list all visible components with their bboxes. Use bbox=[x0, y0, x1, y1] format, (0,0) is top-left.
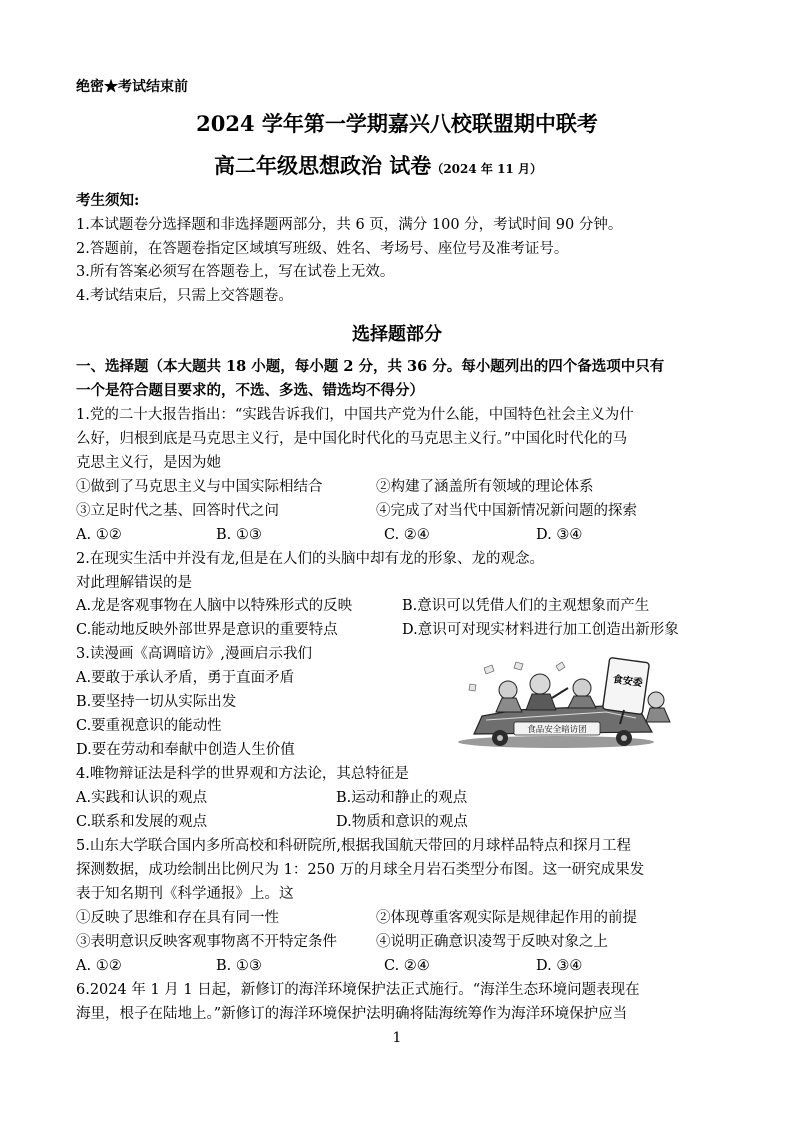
q2-option-d: D.意识可对现实材料进行加工创造出新形象 bbox=[402, 622, 679, 638]
q5-option-a: A. ①② bbox=[76, 958, 122, 974]
notice-item: 4.考试结束后，只需上交答题卷。 bbox=[76, 288, 293, 304]
q1-statement-1: ①做到了马克思主义与中国实际相结合 bbox=[76, 479, 323, 495]
q1-option-c: C. ②④ bbox=[384, 527, 430, 543]
question-1-stem: 克思主义行，是因为她 bbox=[76, 455, 221, 471]
notice-item: 3.所有答案必须写在答题卷上，写在试卷上无效。 bbox=[76, 264, 395, 280]
q5-option-c: C. ②④ bbox=[384, 958, 430, 974]
question-6-stem: 海里，根子在陆地上。”新修订的海洋环境保护法明确将陆海统筹作为海洋环境保护应当 bbox=[76, 1006, 628, 1022]
page-number: 1 bbox=[392, 1030, 402, 1046]
cartoon-banner-text: 食品安全暗访团 bbox=[527, 725, 587, 735]
q4-option-d: D.物质和意识的观点 bbox=[336, 814, 468, 830]
question-2-stem: 2.在现实生活中并没有龙,但是在人们的头脑中却有龙的形象、龙的观念。 bbox=[76, 551, 544, 567]
exam-subtitle bbox=[214, 150, 542, 180]
q4-option-a: A.实践和认识的观点 bbox=[76, 790, 208, 806]
q1-option-b: B. ①③ bbox=[216, 527, 262, 543]
q5-statement-1: ①反映了思维和存在具有同一性 bbox=[76, 910, 279, 926]
question-1-stem: 1.党的二十大报告指出：“实践告诉我们，中国共产党为什么能，中国特色社会主义为什 bbox=[76, 407, 634, 423]
q2-option-a: A.龙是客观事物在人脑中以特殊形式的反映 bbox=[76, 598, 353, 614]
question-4-stem: 4.唯物辩证法是科学的世界观和方法论，其总特征是 bbox=[76, 766, 409, 782]
q5-option-b: B. ①③ bbox=[216, 958, 262, 974]
q4-option-c: C.联系和发展的观点 bbox=[76, 814, 208, 830]
q5-statement-4: ④说明正确意识凌驾于反映对象之上 bbox=[376, 934, 608, 950]
cartoon-sign-text: 食安委 bbox=[611, 674, 644, 690]
notice-item: 2.答题前，在答题卷指定区域填写班级、姓名、考场号、座位号及准考证号。 bbox=[76, 241, 569, 257]
cartoon-image bbox=[456, 654, 682, 750]
question-3-stem: 3.读漫画《高调暗访》,漫画启示我们 bbox=[76, 646, 312, 662]
q2-option-c: C.能动地反映外部世界是意识的重要特点 bbox=[76, 622, 338, 638]
secret-label: 绝密★考试结束前 bbox=[76, 79, 188, 95]
q3-option-a: A.要敢于承认矛盾，勇于直面矛盾 bbox=[76, 670, 295, 686]
q3-option-d: D.要在劳动和奉献中创造人生价值 bbox=[76, 742, 295, 758]
q3-option-b: B.要坚持一切从实际出发 bbox=[76, 694, 237, 710]
q5-option-d: D. ③④ bbox=[536, 958, 583, 974]
notice-item: 1.本试题卷分选择题和非选择题两部分，共 6 页，满分 100 分，考试时间 90 分钟。 bbox=[76, 217, 623, 233]
question-2-stem: 对此理解错误的是 bbox=[76, 575, 192, 591]
q1-option-a: A. ①② bbox=[76, 527, 122, 543]
notice-heading: 考生须知: bbox=[76, 192, 140, 209]
q5-statement-3: ③表明意识反映客观事物离不开特定条件 bbox=[76, 934, 337, 950]
question-5-stem: 表于知名期刊《科学通报》上。这 bbox=[76, 886, 294, 902]
q1-option-d: D. ③④ bbox=[536, 527, 583, 543]
exam-date: （2024 年 11 月） bbox=[431, 162, 542, 176]
q2-option-b: B.意识可以凭借人们的主观想象而产生 bbox=[402, 598, 650, 614]
question-1-stem: 么好，归根到底是马克思主义行，是中国化时代化的马克思主义行。”中国化时代化的马 bbox=[76, 431, 628, 447]
q3-option-c: C.要重视意识的能动性 bbox=[76, 718, 222, 734]
q5-statement-2: ②体现尊重客观实际是规律起作用的前提 bbox=[376, 910, 637, 926]
subject-title: 高二年级思想政治 试卷 bbox=[214, 153, 432, 178]
section-title: 选择题部分 bbox=[352, 324, 442, 345]
q4-option-b: B.运动和静止的观点 bbox=[336, 790, 468, 806]
section-instruction: 一个是符合题目要求的，不选、多选、错选均不得分） bbox=[76, 382, 424, 399]
q1-statement-4: ④完成了对当代中国新情况新问题的探索 bbox=[376, 503, 637, 519]
question-5-stem: 探测数据，成功绘制出比例尺为 1：250 万的月球全月岩石类型分布图。这一研究成果发 bbox=[76, 862, 645, 878]
section-instruction: 一、选择题（本大题共 18 小题，每小题 2 分，共 36 分。每小题列出的四个备选项中只有 bbox=[76, 358, 665, 375]
q1-statement-2: ②构建了涵盖所有领域的理论体系 bbox=[376, 479, 594, 495]
q1-statement-3: ③立足时代之基、回答时代之问 bbox=[76, 503, 279, 519]
question-6-stem: 6.2024 年 1 月 1 日起，新修订的海洋环境保护法正式施行。“海洋生态环境问题表现在 bbox=[76, 982, 640, 998]
exam-title: 2024 学年第一学期嘉兴八校联盟期中联考 bbox=[196, 111, 598, 136]
question-5-stem: 5.山东大学联合国内多所高校和科研院所,根据我国航天带回的月球样品特点和探月工程 bbox=[76, 838, 631, 854]
